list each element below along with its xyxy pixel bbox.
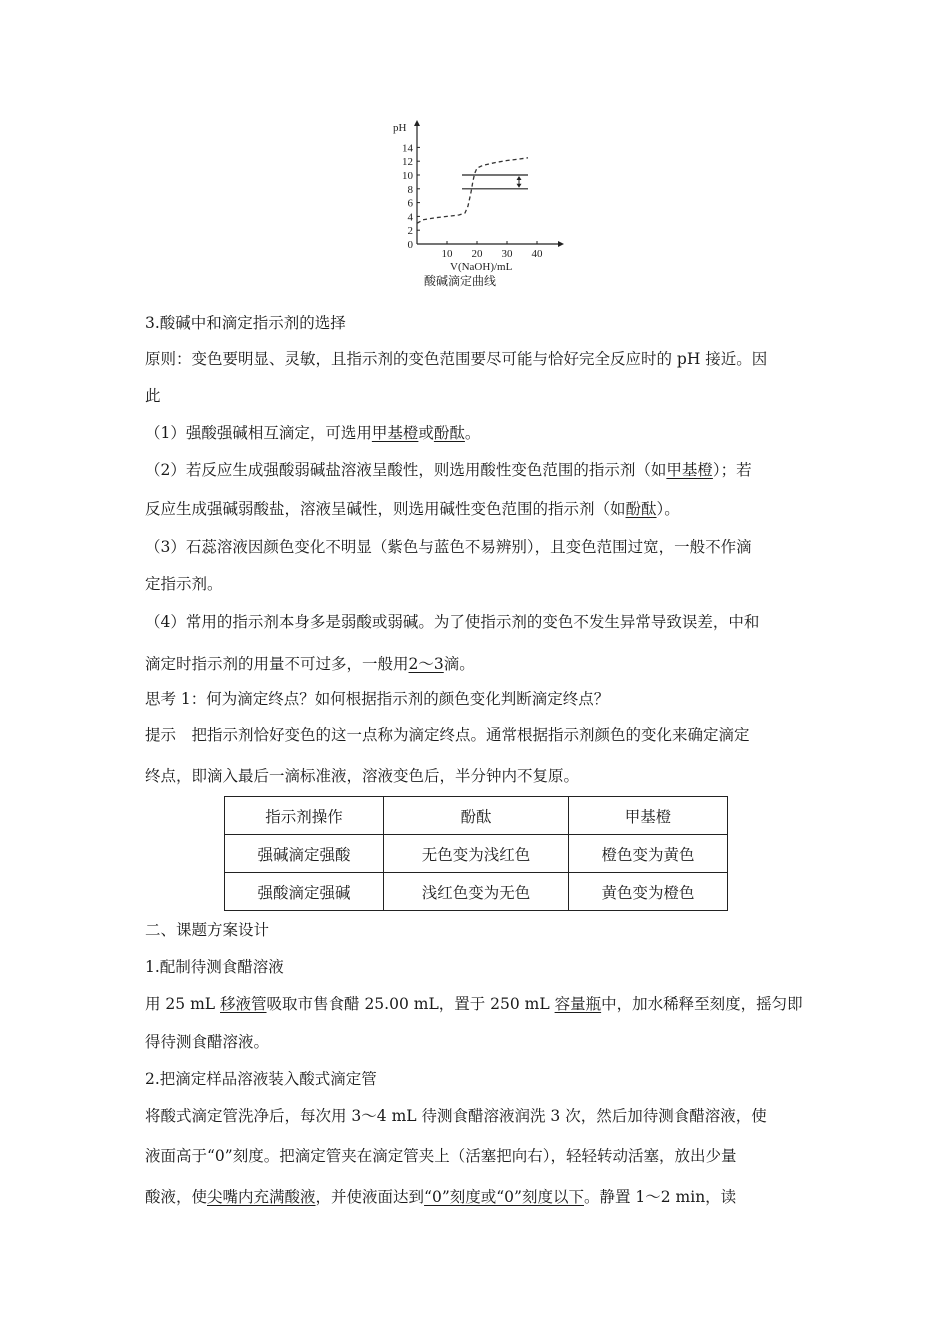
range-arrow-head-bottom	[517, 184, 522, 188]
think-question-1: 思考 1：何为滴定终点？如何根据指示剂的颜色变化判断滴定终点？	[145, 690, 610, 708]
answer-drops: 2～3	[408, 655, 444, 673]
answer-volumetric-flask: 容量瓶	[554, 995, 602, 1013]
x-tick-label: 10	[441, 248, 453, 260]
x-tick-label: 30	[501, 248, 513, 260]
table-row	[225, 873, 728, 911]
hint-line-2: 终点，即滴入最后一滴标准液，溶液变色后，半分钟内不复原。	[145, 767, 580, 785]
step-2-line-3: 酸液，使尖嘴内充满酸液，并使液面达到“0”刻度或“0”刻度以下。静置 1～2 min，读	[145, 1188, 737, 1206]
answer-methyl-orange: 甲基橙	[371, 424, 419, 442]
step-1-line-2: 得待测食醋溶液。	[145, 1033, 270, 1051]
table-cell: 黄色变为橙色	[569, 873, 728, 911]
point-4-line-2: 滴定时指示剂的用量不可过多，一般用2～3滴。	[145, 655, 475, 673]
table-cell: 强碱滴定强酸	[225, 835, 384, 873]
y-axis-label: pH	[393, 122, 407, 134]
y-tick-label: 6	[407, 197, 413, 210]
indicator-table	[224, 796, 728, 911]
answer-methyl-orange-2: 甲基橙	[666, 461, 713, 479]
x-tick-label: 40	[531, 248, 543, 260]
range-arrow-head-top	[517, 176, 522, 180]
principle-line-1: 原则：变色要明显、灵敏，且指示剂的变色范围要尽可能与恰好完全反应时的 pH 接近。因	[145, 350, 768, 368]
titration-curve	[417, 158, 528, 224]
figure-caption: 酸碱滴定曲线	[424, 274, 497, 288]
titration-figure	[388, 118, 568, 293]
answer-phenolphthalein: 酚酞	[433, 424, 465, 442]
principle-line-2: 此	[145, 387, 161, 405]
step-2-line-2: 液面高于“0”刻度。把滴定管夹在滴定管夹上（活塞把向右），轻轻转动活塞，放出少量	[145, 1147, 737, 1165]
table-header-row	[225, 797, 728, 835]
table-cell: 强酸滴定强碱	[225, 873, 384, 911]
y-tick-label: 10	[402, 170, 413, 182]
table-header-cell: 指示剂操作	[225, 797, 384, 835]
section-2-heading: 二、课题方案设计	[145, 921, 270, 939]
step-1-title: 1.配制待测食醋溶液	[145, 958, 284, 976]
hint-line-1: 提示 把指示剂恰好变色的这一点称为滴定终点。通常根据指示剂颜色的变化来确定滴定	[145, 726, 750, 744]
titration-chart	[388, 118, 568, 273]
table-cell: 浅红色变为无色	[383, 873, 568, 911]
y-tick-label: 4	[407, 211, 413, 224]
x-tick-label: 20	[471, 248, 483, 260]
point-2-line-2: 反应生成强碱弱酸盐，溶液呈碱性，则选用碱性变色范围的指示剂（如酚酞）。	[145, 500, 680, 518]
y-tick-label: 12	[402, 156, 413, 169]
y-tick-label: 8	[407, 183, 413, 196]
answer-phenolphthalein-2: 酚酞	[625, 500, 657, 518]
point-4-line-1: （4）常用的指示剂本身多是弱酸或弱碱。为了使指示剂的变色不发生异常导致误差，中和	[145, 613, 760, 631]
x-axis-label: V(NaOH)/mL	[450, 261, 513, 273]
y-tick-label: 2	[407, 225, 413, 238]
y-tick-label: 14	[402, 142, 413, 155]
y-axis-arrow	[414, 120, 420, 126]
table-cell: 无色变为浅红色	[383, 835, 568, 873]
answer-fill-tip: 尖嘴内充满酸液	[207, 1188, 316, 1206]
table-header-cell: 酚酞	[383, 797, 568, 835]
point-3-line-2: 定指示剂。	[145, 575, 223, 593]
table-cell: 橙色变为黄色	[569, 835, 728, 873]
table-header-cell: 甲基橙	[569, 797, 728, 835]
y-tick-label: 0	[407, 239, 413, 251]
table-row	[225, 835, 728, 873]
step-1-line-1: 用 25 mL 移液管吸取市售食醋 25.00 mL，置于 250 mL 容量瓶中，加水稀释至刻度，摇匀即	[145, 995, 803, 1013]
point-1: （1）强酸强碱相互滴定，可选用甲基橙或酚酞。	[145, 424, 481, 442]
answer-pipette: 移液管	[220, 995, 267, 1013]
section-3-title: 3.酸碱中和滴定指示剂的选择	[145, 314, 346, 332]
x-axis-arrow	[558, 241, 564, 247]
point-2-line-1: （2）若反应生成强酸弱碱盐溶液呈酸性，则选用酸性变色范围的指示剂（如甲基橙）；若	[145, 461, 752, 479]
step-2-line-1: 将酸式滴定管洗净后，每次用 3～4 mL 待测食醋溶液润洗 3 次，然后加待测食醋溶液，使	[145, 1107, 767, 1125]
point-3-line-1: （3）石蕊溶液因颜色变化不明显（紫色与蓝色不易辨别），且变色范围过宽，一般不作滴	[145, 538, 752, 556]
answer-zero-mark: “0”刻度或“0”刻度以下	[424, 1188, 584, 1206]
step-2-title: 2.把滴定样品溶液装入酸式滴定管	[145, 1070, 377, 1088]
